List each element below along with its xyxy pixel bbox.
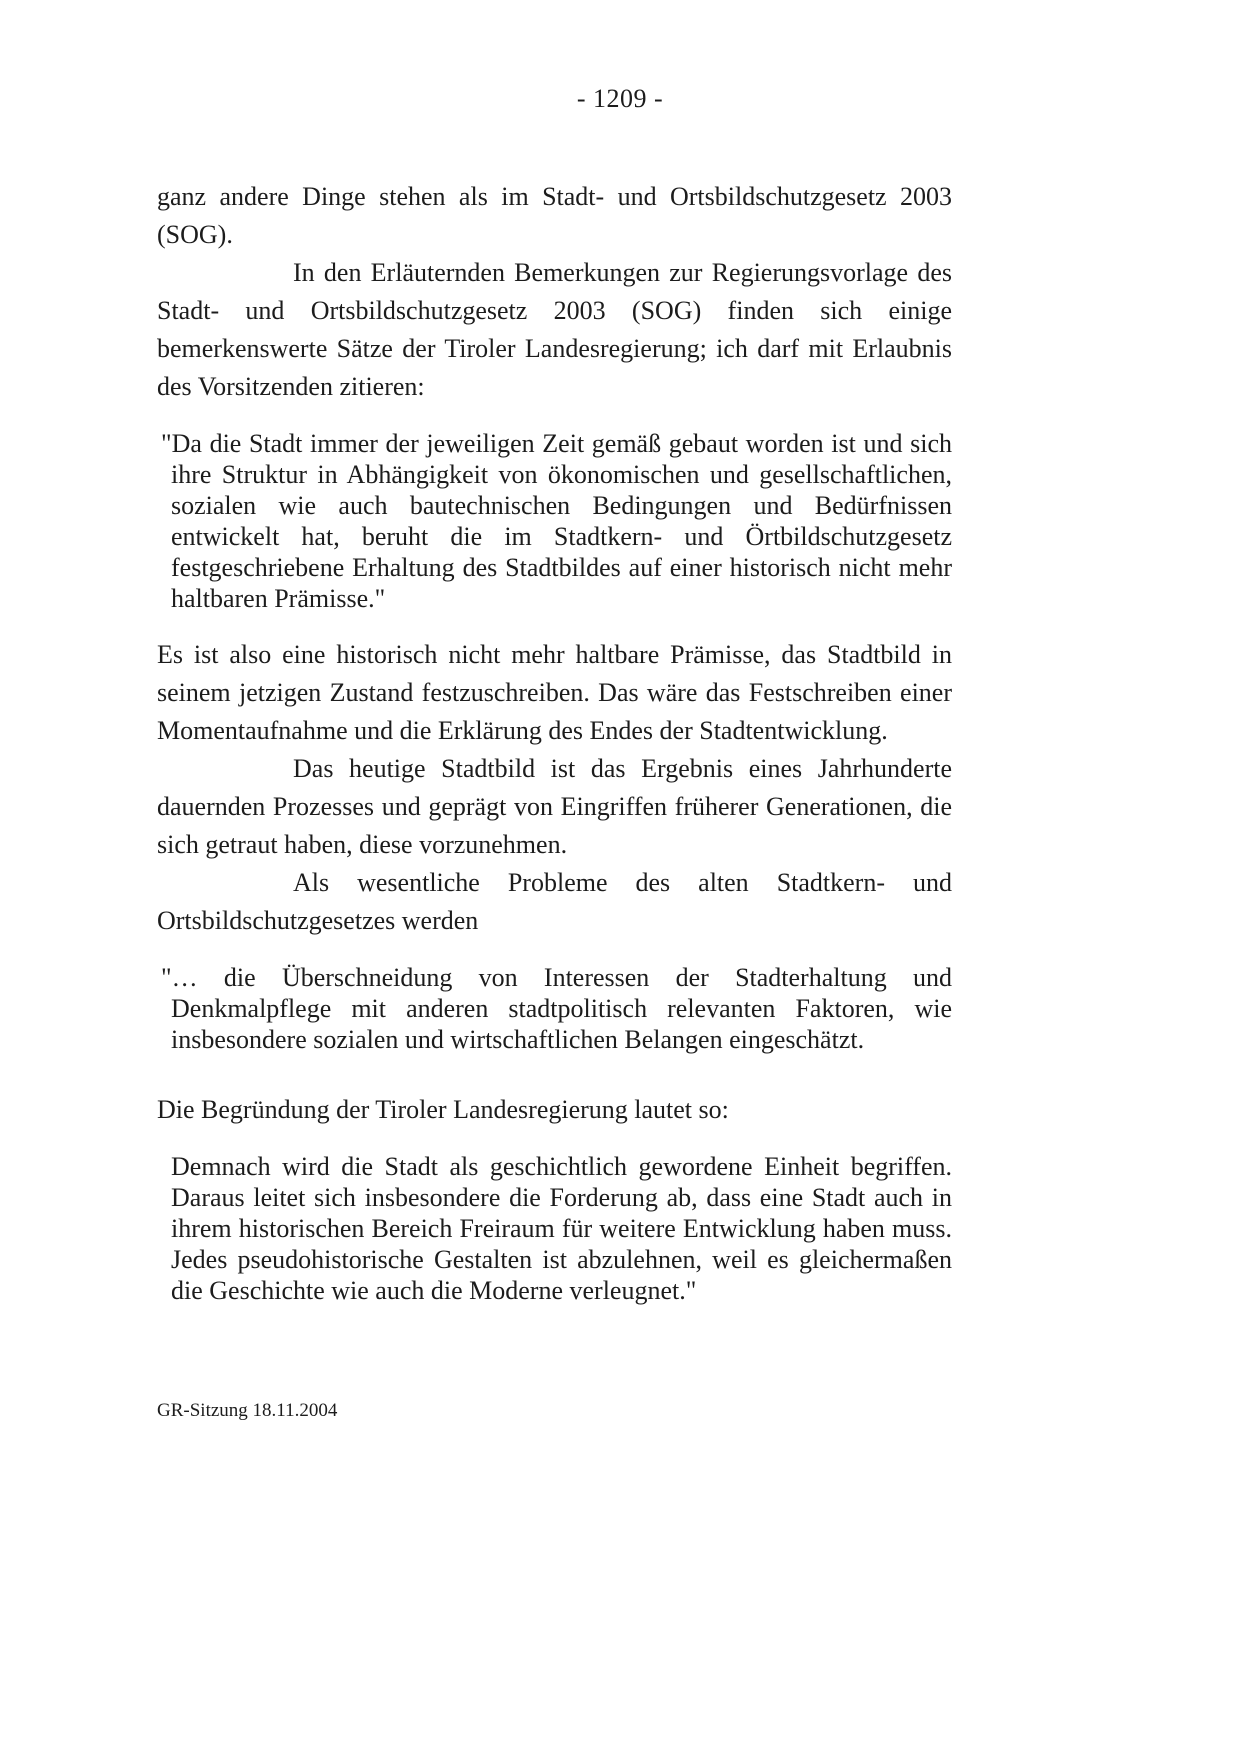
paragraph-introduction: In den Erläuternden Bemerkungen zur Regierungsvorlage des Stadt- und Ortsbildschutzgesetz 2003 (SOG) finden sich einige bemerkenswerte Sätze der Tiroler Landesregierung; ich darf mit Erlaubnis des Vorsitzenden zitieren:	[157, 258, 952, 401]
paragraph-continuation: ganz andere Dinge stehen als im Stadt- und Ortsbildschutzgesetz 2003 (SOG).	[157, 182, 952, 249]
paragraph-begruendung: Die Begründung der Tiroler Landesregierung lautet so:	[157, 1095, 729, 1124]
page-body	[157, 178, 952, 1328]
paragraph-stadtbild: Das heutige Stadtbild ist das Ergebnis eines Jahrhunderte dauernden Prozesses und geprägt von Eingriffen früherer Generationen, die sich getraut haben, diese vorzunehmen.	[157, 754, 952, 859]
page-footer: GR-Sitzung 18.11.2004	[157, 1400, 338, 1421]
blockquote-tiroler-regierungsvorlage: "Da die Stadt immer der jeweiligen Zeit gemäß gebaut worden ist und sich ihre Struktur in Abhängigkeit von ökonomischen und gesellschaftlichen, sozialen wie auch bautechnischen Bedingungen und Bedürfnissen entwickelt hat, beruht die im Stadtkern- und Örtbildschutzgesetz festgeschriebene Erhaltung des Stadtbildes auf einer historisch nicht mehr haltbaren Prämisse."	[161, 429, 952, 613]
paragraph-praemisse: Es ist also eine historisch nicht mehr haltbare Prämisse, das Stadtbild in seinem jetzigen Zustand festzuschreiben. Das wäre das Festschreiben einer Momentaufnahme und die Erklärung des Endes der Stadtentwicklung.	[157, 640, 952, 745]
paragraph-probleme: Als wesentliche Probleme des alten Stadtkern- und Ortsbildschutzgesetzes werden	[157, 868, 952, 935]
page-number: - 1209 -	[576, 84, 664, 113]
blockquote-ueberschneidung: "… die Überschneidung von Interessen der Stadterhaltung und Denkmalpflege mit anderen stadtpolitisch relevanten Faktoren, wie insbesondere sozialen und wirtschaftlichen Belangen eingeschätzt.	[161, 963, 952, 1054]
blockquote-demnach: Demnach wird die Stadt als geschichtlich gewordene Einheit begriffen. Daraus leitet sich insbesondere die Forderung ab, dass eine Stadt auch in ihrem historischen Bereich Freiraum für weitere Entwicklung haben muss. Jedes pseudohistorische Gestalten ist abzulehnen, weil es gleichermaßen die Geschichte wie auch die Moderne verleugnet."	[171, 1152, 952, 1305]
